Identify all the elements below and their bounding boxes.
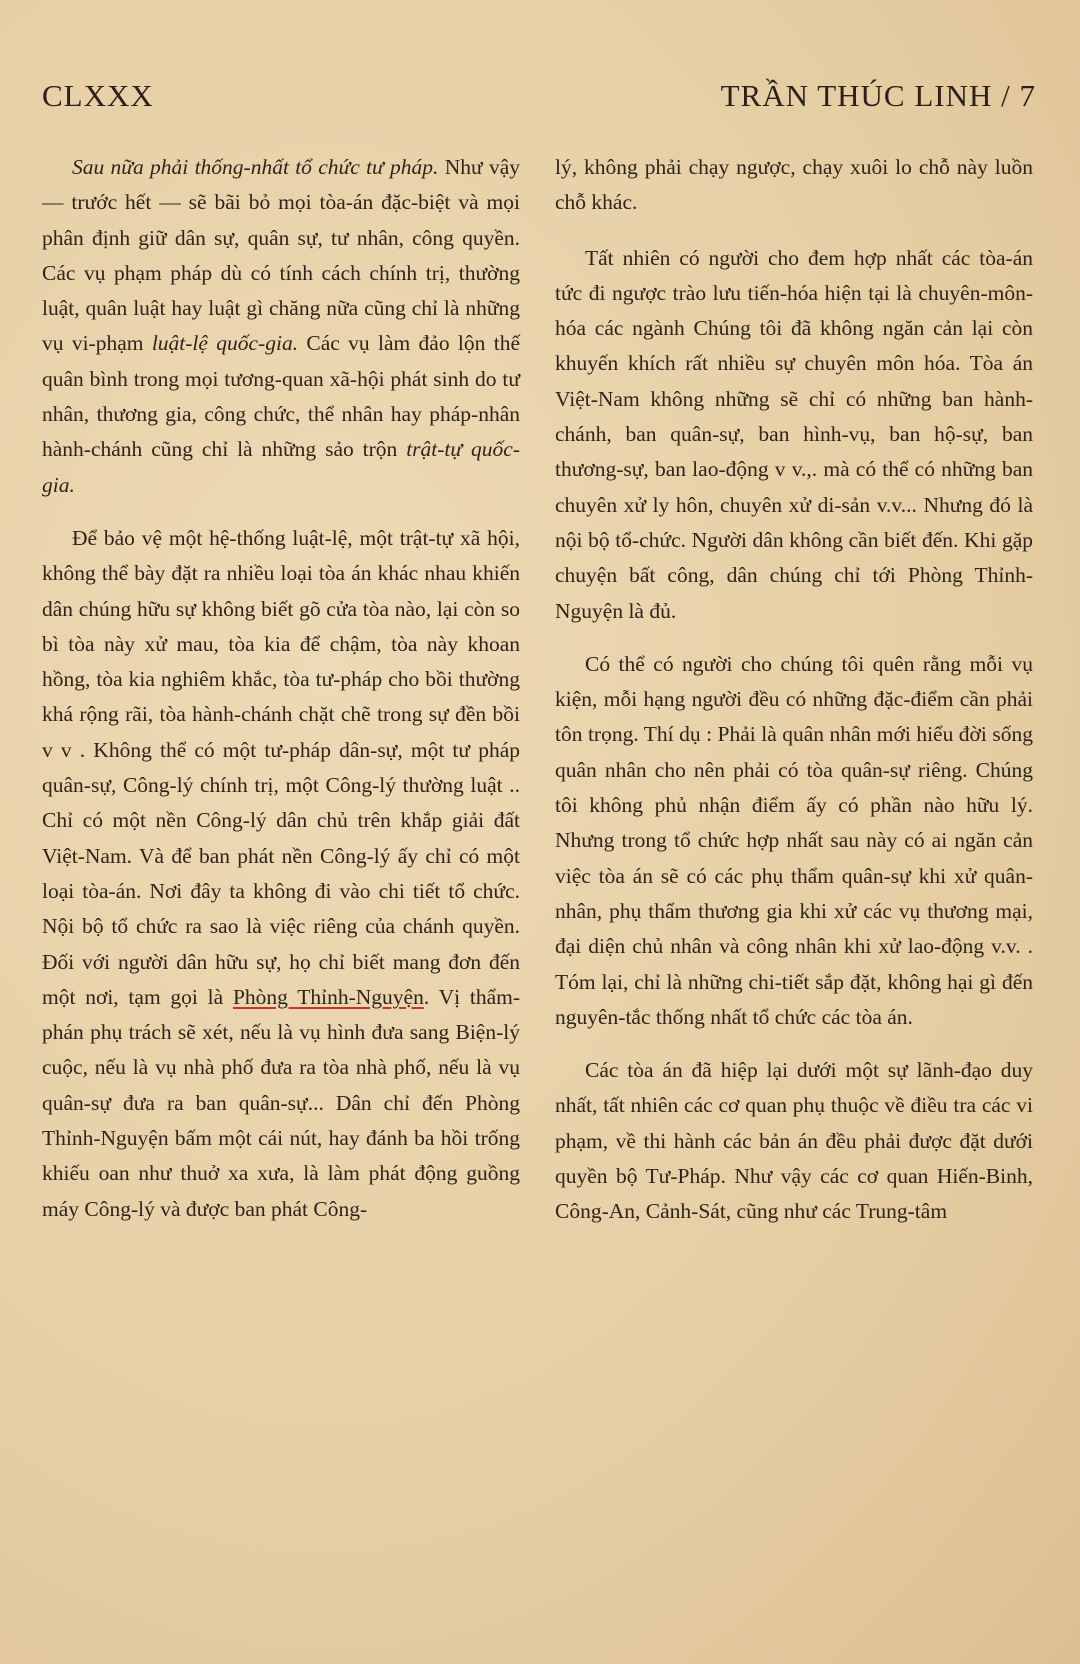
italic-term: trật-tự quốc-gia.	[42, 437, 520, 497]
body-text: Các vụ làm đảo lộn thế quân bình trong mọi tương-quan xã-hội phát sinh do tư nhân, thương gia, công chức, thể nhân hay pháp-nhân hành-chánh cũng chỉ là những sảo trộn	[42, 331, 520, 462]
left-column	[42, 150, 520, 1227]
paragraph: Các tòa án đã hiệp lại dưới một sự lãnh-đạo duy nhất, tất nhiên các cơ quan phụ thuộc về điều tra các vi phạm, về thi hành các bản án đều phải được đặt dưới quyền bộ Tư-Pháp. Như vậy các cơ quan Hiến-Binh, Công-An, Cảnh-Sát, cũng như các Trung-tâm	[555, 1058, 1033, 1224]
italic-term: luật-lệ quốc-gia.	[151, 331, 299, 356]
body-text: . Vị thẩm-phán phụ trách sẽ xét, nếu là vụ hình đưa sang Biện-lý cuộc, nếu là vụ nhà phố đưa ra tòa nhà phố, nếu là vụ quân-sự đưa ra ban quân-sự... Dân chỉ đến Phòng Thỉnh-Nguyện bấm một cái nút, hay đánh ba hồi trống khiếu oan như thuở xa xưa, là làm phát động guồng máy Công-lý và được ban phát Công-	[42, 984, 521, 1221]
paragraph	[42, 521, 520, 1227]
underlined-term: Phòng Thỉnh-Nguyện	[232, 984, 424, 1009]
paragraph: Tất nhiên có người cho đem hợp nhất các tòa-án tức đi ngược trào lưu tiến-hóa hiện tại là chuyên-môn-hóa các ngành Chúng tôi đã không ngăn cản lại còn khuyến khích rất nhiều sự chuyên môn hóa. Tòa án Việt-Nam không những sẽ chỉ có những ban hành-chánh, ban quân-sự, ban hình-vụ, ban hộ-sự, ban thương-sự, ban lao-động v v.,. mà có thể có những ban chuyên xử ly hôn, chuyên xử di-sản v.v... Nhưng đó là nội bộ tổ-chức. Người dân không cần biết đến. Khi gặp chuyện bất công, dân chúng chỉ tới Phòng Thỉnh-Nguyện là đủ.	[555, 245, 1033, 623]
paragraph-continuation: lý, không phải chạy ngược, chạy xuôi lo chỗ này luồn chỗ khác.	[555, 155, 1033, 215]
page-header	[42, 78, 1036, 118]
body-text: Để bảo vệ một hệ-thống luật-lệ, một trật-tự xã hội, không thể bày đặt ra nhiều loại tòa án khác nhau khiến dân chúng hữu sự không biết gõ cửa tòa nào, lại còn so bì tòa này xử mau, tòa kia để chậm, tòa này khoan hồng, tòa kia nghiêm khắc, tòa tư-pháp cho bồi thường khá rộng rãi, tòa hành-chánh chặt chẽ trong sự đền bồi v v . Không thể có một tư-pháp dân-sự, một tư pháp quân-sự, Công-lý chính trị, một Công-lý thường luật .. Chỉ có một nền Công-lý dân chủ trên khắp giải đất Việt-Nam. Và để ban phát nền Công-lý ấy chỉ có một loại tòa-án. Nơi đây ta không đi vào chi tiết tổ chức. Nội bộ tổ chức ra sao là việc riêng của chánh quyền. Đối với người dân hữu sự, họ chỉ biết mang đơn đến một nơi, tạm gọi là	[42, 525, 520, 1009]
body-text: Như vậy — trước hết — sẽ bãi bỏ mọi tòa-án đặc-biệt và mọi phân định giữ dân sự, quân sự, tư nhân, công quyền. Các vụ phạm pháp dù có tính cách chính trị, thường luật, quân luật hay luật gì chăng nữa cũng chỉ là những vụ vi-phạm	[42, 155, 520, 356]
right-column	[555, 150, 1033, 1230]
chapter-number: CLXXX	[42, 78, 154, 113]
running-title: TRẦN THÚC LINH / 7	[720, 78, 1036, 113]
paragraph	[42, 150, 520, 503]
italic-lead: Sau nữa phải thống-nhất tổ chức tư pháp.	[72, 155, 439, 179]
paragraph: Có thể có người cho chúng tôi quên rằng mỗi vụ kiện, mỗi hạng người đều có những đặc-điểm cần phải tôn trọng. Thí dụ : Phải là quân nhân mới hiểu đời sống quân nhân cho nên phải có tòa quân-sự riêng. Chúng tôi không phủ nhận điểm ấy có phần nào hữu lý. Nhưng trong tổ chức hợp nhất sau này có ai ngăn cản việc tòa án sẽ có các phụ thẩm quân-sự khi xử quân-nhân, phụ thẩm thương gia khi xử các vụ thương mại, đại diện chủ nhân và công nhân khi xử lao-động v.v. . Tóm lại, chỉ là những chi-tiết sắp đặt, không hại gì đến nguyên-tắc thống nhất tổ chức các tòa án.	[555, 651, 1033, 1029]
